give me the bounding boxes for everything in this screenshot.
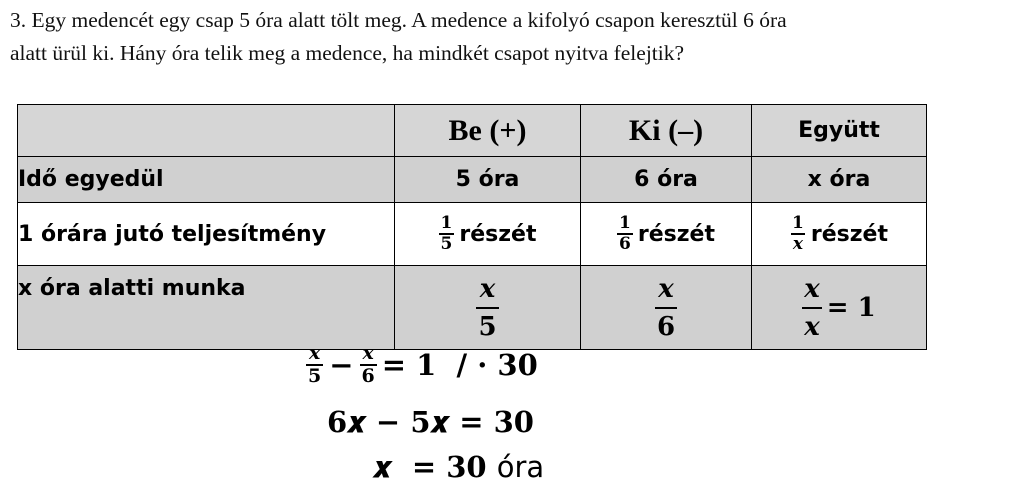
header-ki: Ki (–) bbox=[581, 105, 752, 157]
fraction-denominator: 6 bbox=[361, 365, 375, 387]
table-header-row bbox=[18, 105, 927, 157]
fraction-denominator: 6 bbox=[655, 307, 677, 340]
fraction-numerator: x bbox=[658, 273, 674, 304]
cell-munka-egyutt bbox=[752, 266, 927, 350]
suffix-text: részét bbox=[459, 221, 537, 247]
problem-statement bbox=[10, 4, 1020, 70]
fraction bbox=[306, 344, 323, 386]
fraction-numerator: 1 bbox=[440, 213, 453, 233]
fraction-denominator: 5 bbox=[308, 365, 322, 387]
fraction-numerator: x bbox=[308, 342, 321, 364]
equation-1 bbox=[306, 344, 538, 386]
cell-teljesitmeny-ki bbox=[581, 203, 752, 266]
equation-rhs: = 1 bbox=[826, 292, 876, 323]
fraction bbox=[476, 273, 498, 342]
cell-teljesitmeny-be bbox=[395, 203, 581, 266]
cell-ido-egyutt: x óra bbox=[752, 157, 927, 203]
problem-line-2: alatt ürül ki. Hány óra telik meg a medence, ha mindkét csapot nyitva felejtik? bbox=[10, 41, 685, 65]
header-be: Be (+) bbox=[395, 105, 581, 157]
fraction-numerator: x bbox=[804, 273, 820, 304]
fraction bbox=[655, 273, 677, 342]
solution-table bbox=[17, 104, 927, 350]
cell-ido-be: 5 óra bbox=[395, 157, 581, 203]
equation-3-lhs: 𝒙 = 30 bbox=[373, 450, 487, 484]
table-row-munka bbox=[18, 266, 927, 350]
minus-sign: − bbox=[329, 348, 354, 382]
cell-ido-ki: 6 óra bbox=[581, 157, 752, 203]
fraction-numerator: 1 bbox=[792, 213, 804, 233]
fraction-denominator: 6 bbox=[619, 234, 631, 254]
fraction-denominator: x bbox=[792, 234, 803, 254]
table-row-teljesitmeny bbox=[18, 203, 927, 266]
suffix-text: részét bbox=[637, 221, 715, 247]
fraction-denominator: 5 bbox=[440, 234, 453, 254]
fraction bbox=[439, 215, 455, 253]
fraction-numerator: x bbox=[479, 273, 496, 304]
problem-line-1: 3. Egy medencét egy csap 5 óra alatt tölt meg. A medence a kifolyó csapon keresztül 6 óra bbox=[10, 8, 787, 32]
fraction bbox=[802, 273, 822, 342]
row-label-teljesitmeny: 1 órára jutó teljesítmény bbox=[18, 203, 395, 266]
table-row-ido bbox=[18, 157, 927, 203]
equation-2: 6𝒙 − 5𝒙 = 30 bbox=[327, 405, 534, 439]
header-egyutt: Együtt bbox=[752, 105, 927, 157]
fraction bbox=[617, 215, 633, 253]
cell-munka-ki bbox=[581, 266, 752, 350]
fraction-numerator: 1 bbox=[619, 213, 631, 233]
equation-1-rhs: = 1 / · 30 bbox=[381, 348, 538, 382]
fraction-numerator: x bbox=[362, 342, 374, 364]
fraction-denominator: 5 bbox=[476, 307, 498, 340]
suffix-text: részét bbox=[810, 221, 888, 247]
cell-munka-be bbox=[395, 266, 581, 350]
cell-teljesitmeny-egyutt bbox=[752, 203, 927, 266]
fraction-denominator: x bbox=[802, 307, 822, 340]
fraction bbox=[360, 344, 377, 386]
header-empty bbox=[18, 105, 395, 157]
row-label-munka: x óra alatti munka bbox=[18, 266, 395, 350]
equation-3-unit: óra bbox=[496, 450, 545, 484]
equation-3 bbox=[373, 450, 544, 485]
fraction bbox=[790, 215, 806, 253]
row-label-ido: Idő egyedül bbox=[18, 157, 395, 203]
